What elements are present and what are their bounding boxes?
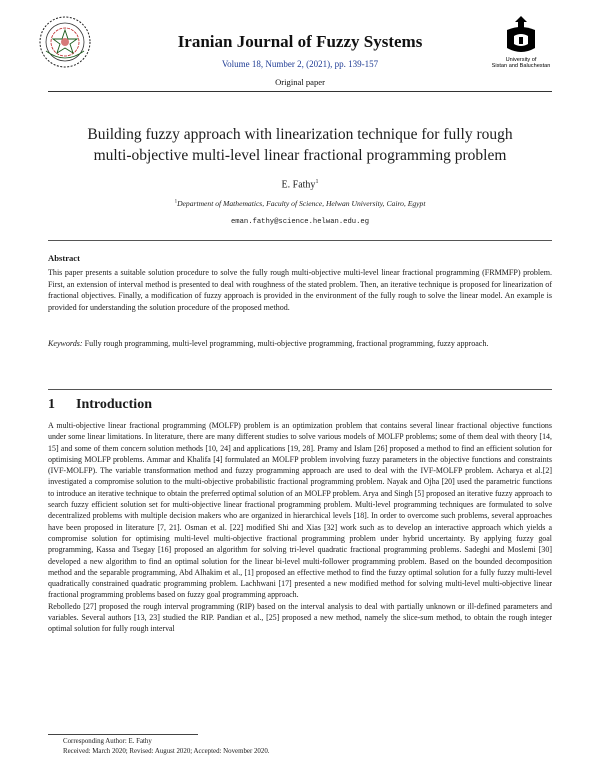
abstract-text: This paper presents a suitable solution procedure to solve the fully rough multi-objective multi-level linear fractional programming (FRMMFP) problem. First, an extension of interval method is presented to deal with roughness of the stated problem. Then, an iterative technique is proposed for linearization of fractional objectives. Finally, a modification of fuzzy approach is provided in the environment of the fully rough to solve the linear model. An example is provided for understanding the solution procedure of the proposed method. <box>48 268 552 312</box>
paper-type: Original paper <box>275 77 325 87</box>
journal-seal-logo <box>38 15 92 69</box>
author-name: E. Fathy <box>281 179 316 191</box>
header-rule <box>48 91 552 92</box>
abstract-rule-top <box>48 240 552 241</box>
affiliation <box>60 199 540 208</box>
abstract-heading: Abstract <box>48 253 80 263</box>
footnote-corresponding: Corresponding Author: E. Fathy <box>63 738 152 745</box>
footnote-dates: Received: March 2020; Revised: August 2020; Accepted: November 2020. <box>63 748 270 755</box>
university-logo <box>488 14 554 76</box>
affiliation-sup: 1 <box>174 199 178 205</box>
section-number: 1 <box>48 397 55 412</box>
intro-paragraph-2: Rebolledo [27] proposed the rough interval programming (RIP) based on the interval analysis to deal with partially unknown or ill-defined parameters and variables. Several authors [13, 23] studied the RIP. Pandian et al., [25] proposed a new method, namely the slice-sum method, to obtain the rough integer optimal solution for fully rough interval <box>48 601 552 634</box>
paper-title-line2: multi-objective multi-level linear fractional programming problem <box>93 147 507 164</box>
affiliation-text: Department of Mathematics, Faculty of Science, Helwan University, Cairo, Egypt <box>177 199 426 208</box>
keywords <box>48 338 552 350</box>
university-emblem-icon <box>503 14 539 56</box>
author-email: eman.fathy@science.helwan.edu.eg <box>230 218 370 226</box>
introduction-body <box>48 420 552 635</box>
section-title: Introduction <box>76 397 152 412</box>
keywords-text: Fully rough programming, multi-level programming, multi-objective programming, fractional programming, fuzzy approach. <box>84 339 489 348</box>
intro-paragraph-1: A multi-objective linear fractional programming (MOLFP) problem is an optimization problem that contains several linear fractional objective functions under some linear limitations. In literature, there are many different studies to solve various models of MOLFP problems; some of them deal with theory [14, 15] and some of them concern solution methods [10, 24] and applications [19, 28]. Pramy and Islam [26] proposed a method to find an efficient solution for optimising MOLFP problems. Ammar and Khalifa [4] formulated an MOLFP problem involving fuzzy parameters in the objective functions and constraints (IVF-MOLFP). The variable transformation method and fuzzy programming approach are used to deal with the IVF-MOLFP problem. Acharya et al.[2] investigated a compromise solution to the multi-objective probabilistic fractional programming problem. Nayak and Ojha [20] used the parametric functions to introduce an iterative technique to obtain the preferred optimal solution of an MOLFP problem. Arya and Singh [5] proposed an iterative fuzzy approach to search fuzzy efficient solution set for multi-objective linear fractional programming problem. Multi-level programming techniques are formulated to solve decentralized problems with multiple decision makers who are organized in hierarchical levels [18]. In order to overcome such problems, several approaches have been proposed in literature [7, 21]. Osman et al. [22] modified Shi and Xias [32] work such as to develop an interactive approach which yields a compromise solution for optimising multi-level multi-objective fractional programming problem under hybrid uncertainty. By applying fuzzy goal programming, Kassa and Tsegay [16] proposed an algorithm for solving tri-level quadratic fractional programming problems. Sadeghi and Moslemi [30] developed a new algorithm to find an optimal solution for the linear bi-level multi-follower programming problem. Based on the bounded decomposition method and the separable programming, Abd Alhakim et al., [1] proposed an effective method to find the fuzzy optimal solution for a fully fuzzy multi-level quadratically constrained quadratic programming problem. Lachhwani [17] presented a new modified method for solving multi-level multi-objective linear fractional programming problems based on fuzzy goal programming approach. <box>48 421 552 600</box>
volume-info: Volume 18, Number 2, (2021), pp. 139-157 <box>221 59 379 69</box>
journal-title: Iranian Journal of Fuzzy Systems <box>177 32 423 51</box>
footnote-rule <box>48 734 198 735</box>
paper-title <box>55 124 545 166</box>
paper-title-line1: Building fuzzy approach with linearization technique for fully rough <box>87 126 513 143</box>
author-sup: 1 <box>315 179 319 185</box>
section-heading <box>48 397 152 413</box>
university-line2: Sistan and Baluchestan <box>491 63 551 70</box>
abstract-rule-bottom <box>48 389 552 390</box>
keywords-label: Keywords: <box>48 339 83 348</box>
university-line1: University of <box>505 57 537 63</box>
author <box>100 179 500 190</box>
